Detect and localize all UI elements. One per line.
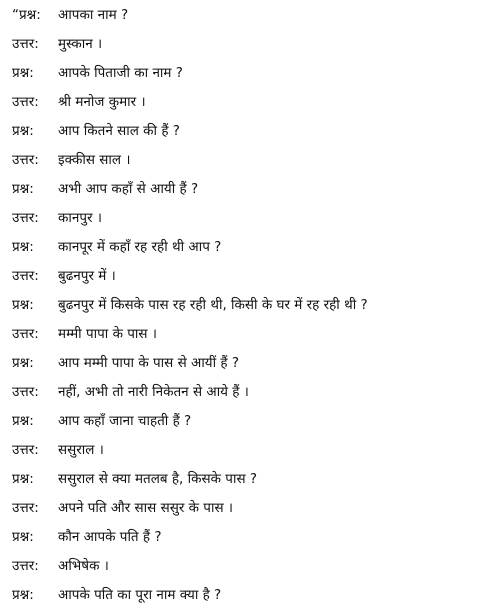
line-label: प्रश्न: — [12, 413, 34, 429]
line-label: प्रश्न: — [12, 471, 34, 487]
dialogue-line-question — [12, 406, 191, 436]
dialogue-line-answer — [12, 87, 146, 117]
dialogue-line-question — [12, 580, 221, 610]
line-label: उत्तर: — [12, 94, 39, 110]
line-label: उत्तर: — [12, 558, 39, 574]
line-label: उत्तर: — [12, 500, 39, 516]
line-label: प्रश्न: — [12, 297, 34, 313]
line-label: उत्तर: — [12, 326, 39, 342]
dialogue-line-answer — [12, 551, 109, 581]
line-text: बुढनपुर में । — [58, 268, 116, 284]
dialogue-line-answer — [12, 493, 233, 523]
dialogue-line-question — [12, 58, 183, 88]
line-label: उत्तर: — [12, 210, 39, 226]
line-text: आप मम्मी पापा के पास से आयीं हैं ? — [58, 355, 240, 371]
line-text: नहीं, अभी तो नारी निकेतन से आये हैं । — [58, 384, 249, 400]
line-text: अभी आप कहाँ से आयी हैं ? — [58, 181, 199, 197]
dialogue-line-answer — [12, 29, 102, 59]
line-text: इक्कीस साल । — [58, 152, 131, 168]
dialogue-line-question — [12, 290, 368, 320]
line-label: प्रश्न: — [12, 587, 34, 603]
line-text: मुस्कान । — [58, 36, 103, 52]
line-text: आपका नाम ? — [58, 7, 129, 23]
line-label: उत्तर: — [12, 268, 39, 284]
line-label: “प्रश्न: — [12, 7, 41, 23]
line-label: प्रश्न: — [12, 123, 34, 139]
dialogue-line-answer — [12, 261, 116, 291]
line-text: मम्मी पापा के पास । — [58, 326, 157, 342]
dialogue-line-question — [12, 522, 162, 552]
line-label: उत्तर: — [12, 36, 39, 52]
line-text: अपने पति और सास ससुर के पास । — [58, 500, 234, 516]
line-label: प्रश्न: — [12, 65, 34, 81]
dialogue-line-answer — [12, 319, 157, 349]
line-text: कानपूर में कहाँ रह रही थी आप ? — [58, 239, 222, 255]
dialogue-line-question — [12, 116, 180, 146]
dialogue-line-question — [12, 464, 257, 494]
dialogue-line-question — [12, 348, 239, 378]
line-text: कानपुर । — [58, 210, 102, 226]
line-text: आपके पति का पूरा नाम क्या है ? — [58, 587, 222, 603]
line-label: उत्तर: — [12, 152, 39, 168]
line-label: प्रश्न: — [12, 355, 34, 371]
line-text: ससुराल । — [58, 442, 104, 458]
line-text: कौन आपके पति हैं ? — [58, 529, 162, 545]
line-text: आप कितने साल की हैं ? — [58, 123, 180, 139]
dialogue-line-answer — [12, 435, 104, 465]
dialogue-line-question — [12, 232, 221, 262]
dialogue-line-answer — [12, 203, 102, 233]
line-label: प्रश्न: — [12, 529, 34, 545]
line-text: आपके पिताजी का नाम ? — [58, 65, 183, 81]
line-text: श्री मनोज कुमार । — [58, 94, 146, 110]
line-label: उत्तर: — [12, 384, 39, 400]
dialogue-line-answer — [12, 145, 130, 175]
line-label: प्रश्न: — [12, 181, 34, 197]
line-text: आप कहाँ जाना चाहती हैं ? — [58, 413, 192, 429]
dialogue-line-answer — [12, 377, 249, 407]
line-text: ससुराल से क्या मतलब है, किसके पास ? — [58, 471, 258, 487]
line-label: प्रश्न: — [12, 239, 34, 255]
line-label: उत्तर: — [12, 442, 39, 458]
dialogue-line-question — [12, 174, 198, 204]
line-text: अभिषेक । — [58, 558, 109, 574]
line-text: बुढनपुर में किसके पास रह रही थी, किसी के घर में रह रही थी ? — [58, 297, 368, 313]
dialogue-line-question — [12, 0, 128, 30]
